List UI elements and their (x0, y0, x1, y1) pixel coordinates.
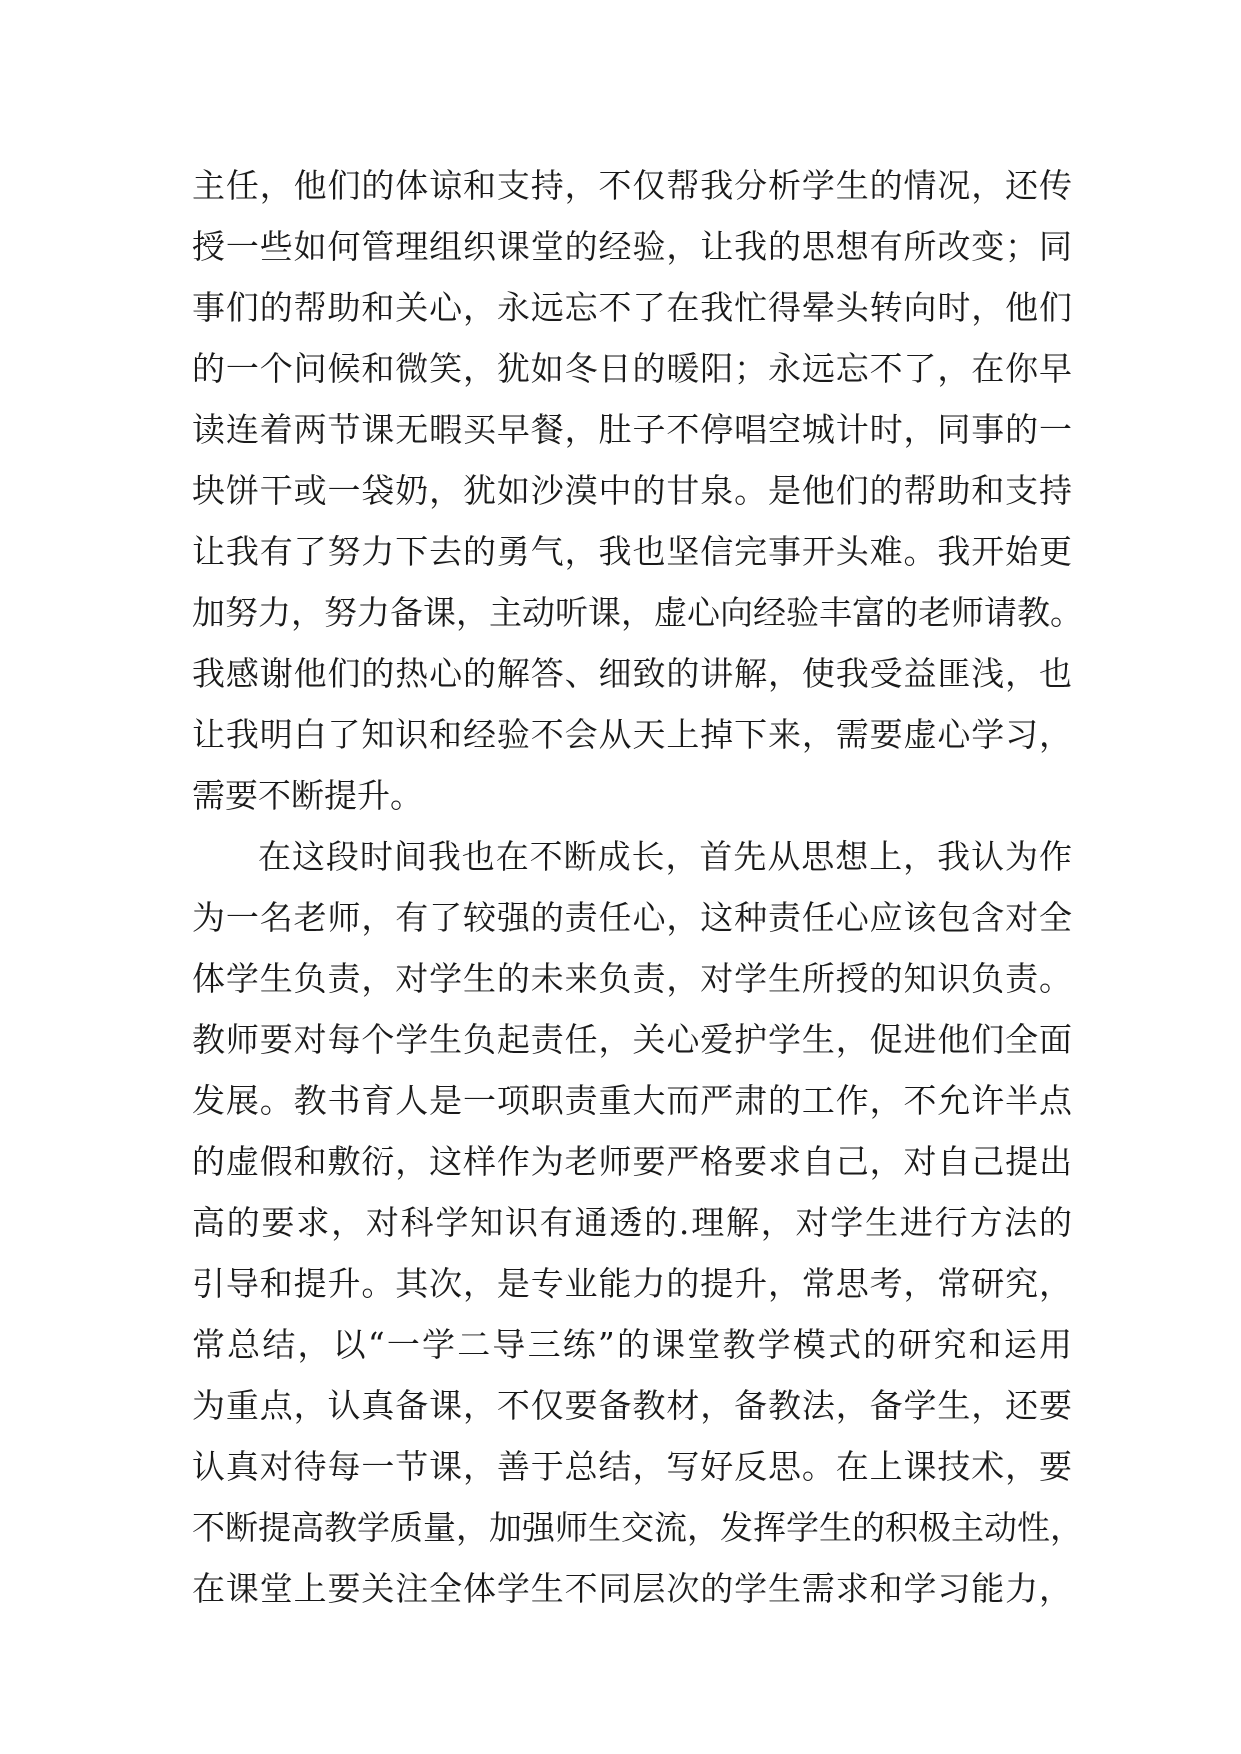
text-line: 为重点，认真备课，不仅要备教材，备教法，备学生，还要 (192, 1386, 1072, 1425)
text-line: 需要不断提升。 (192, 776, 423, 815)
text-line: 常总结，以“一学二导三练”的课堂教学模式的研究和运用 (192, 1325, 1072, 1364)
text-line: 体学生负责，对学生的未来负责，对学生所授的知识负责。 (192, 959, 1072, 998)
text-line: 为一名老师，有了较强的责任心，这种责任心应该包含对全 (192, 898, 1072, 937)
text-line: 读连着两节课无暇买早餐，肚子不停唱空城计时，同事的一 (192, 410, 1072, 449)
text-line: 让我有了努力下去的勇气，我也坚信完事开头难。我开始更 (192, 532, 1072, 571)
text-line: 高的要求，对科学知识有通透的.理解，对学生进行方法的 (192, 1203, 1072, 1242)
text-line: 我感谢他们的热心的解答、细致的讲解，使我受益匪浅，也 (192, 654, 1072, 693)
body-text (192, 155, 1083, 1619)
text-line: 块饼干或一袋奶，犹如沙漠中的甘泉。是他们的帮助和支持 (192, 471, 1072, 510)
text-line: 在课堂上要关注全体学生不同层次的学生需求和学习能力， (192, 1569, 1072, 1608)
paragraph-2 (192, 826, 1083, 1619)
text-line: 引导和提升。其次，是专业能力的提升，常思考，常研究， (192, 1264, 1072, 1303)
text-line: 事们的帮助和关心，永远忘不了在我忙得晕头转向时，他们 (192, 288, 1072, 327)
text-line: 认真对待每一节课，善于总结，写好反思。在上课技术，要 (192, 1447, 1072, 1486)
text-line: 的一个问候和微笑，犹如冬日的暖阳；永远忘不了，在你早 (192, 349, 1072, 388)
text-line: 在这段时间我也在不断成长，首先从思想上，我认为作 (258, 837, 1072, 876)
text-line: 发展。教书育人是一项职责重大而严肃的工作，不允许半点 (192, 1081, 1072, 1120)
text-line: 让我明白了知识和经验不会从天上掉下来，需要虚心学习， (192, 715, 1072, 754)
text-line: 教师要对每个学生负起责任，关心爱护学生，促进他们全面 (192, 1020, 1072, 1059)
text-line: 主任，他们的体谅和支持，不仅帮我分析学生的情况，还传 (192, 166, 1072, 205)
text-line: 加努力，努力备课，主动听课，虚心向经验丰富的老师请教。 (192, 593, 1083, 632)
text-line: 的虚假和敷衍，这样作为老师要严格要求自己，对自己提出 (192, 1142, 1072, 1181)
text-line: 授一些如何管理组织课堂的经验，让我的思想有所改变；同 (192, 227, 1072, 266)
text-line: 不断提高教学质量，加强师生交流，发挥学生的积极主动性， (192, 1508, 1083, 1547)
paragraph-1 (192, 155, 1083, 826)
